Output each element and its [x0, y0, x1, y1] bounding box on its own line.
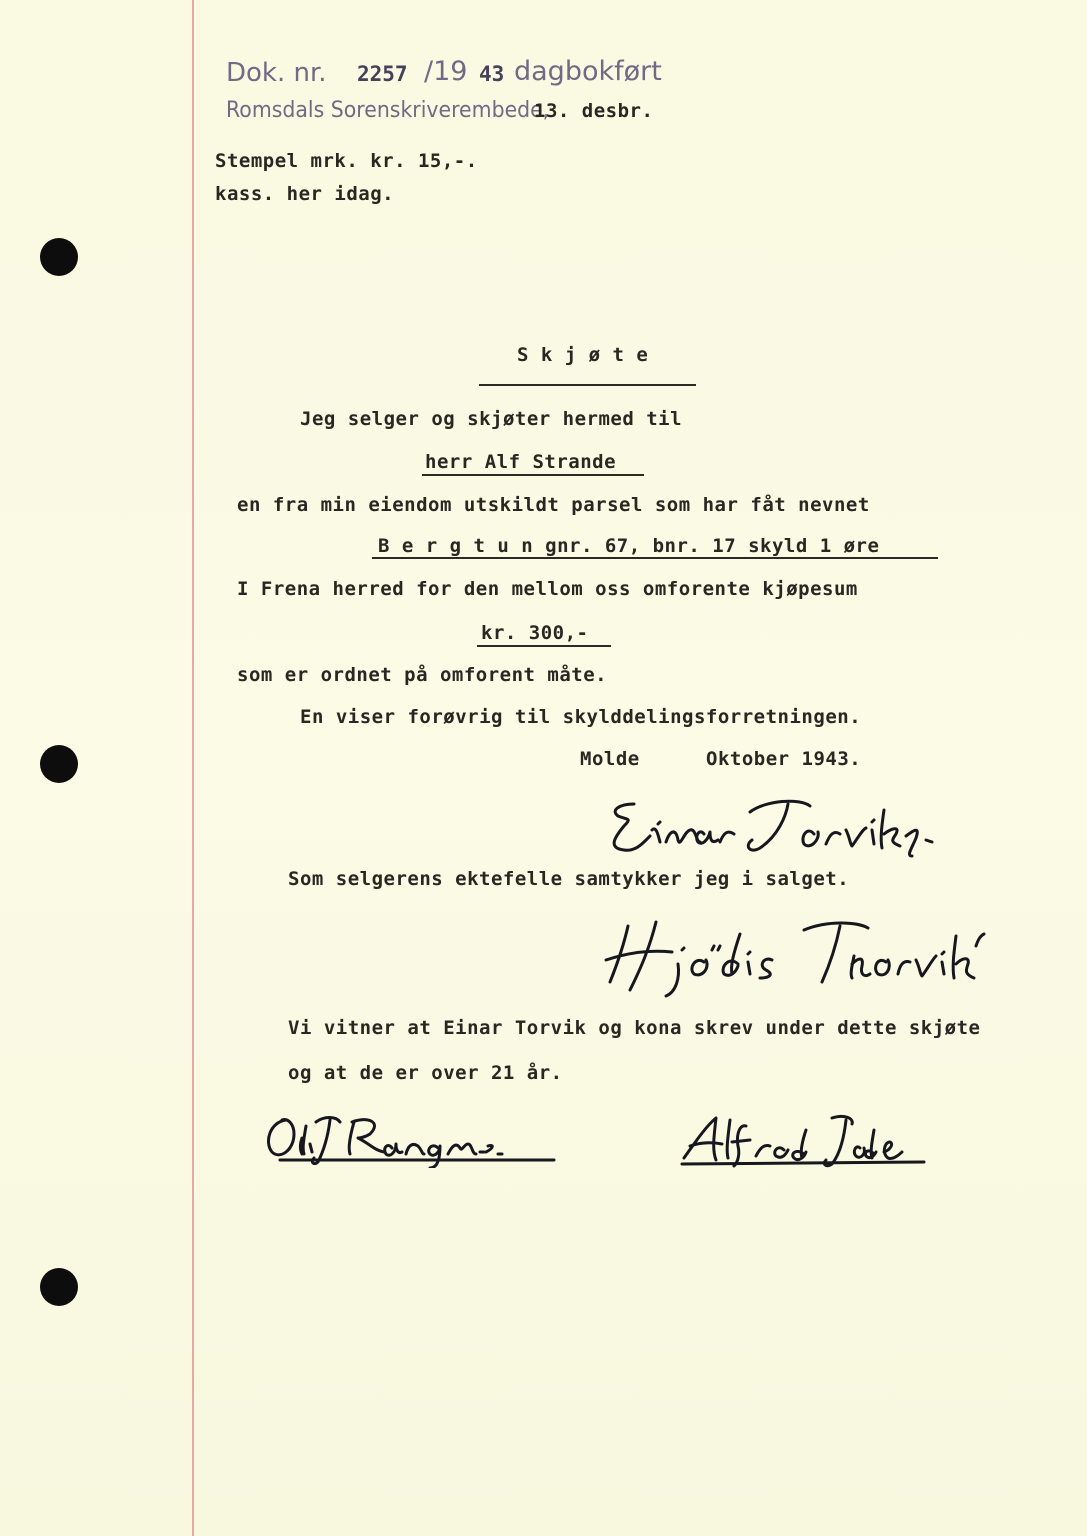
place: Molde — [580, 748, 640, 770]
document-title: S k j ø t e — [517, 344, 649, 366]
property-underline — [372, 557, 938, 559]
witness1-signature — [258, 1108, 568, 1168]
stamp-dagbokfort: dagbokført — [514, 56, 662, 87]
punch-hole-bottom — [40, 1268, 78, 1306]
spouse-signature — [600, 916, 990, 998]
body-line-8: En viser forøvrig til skylddelingsforretningen. — [300, 706, 862, 728]
seller-signature — [600, 790, 960, 860]
stamp-year-prefix: /19 — [424, 56, 468, 87]
body-line-7: som er ordnet på omforent måte. — [237, 664, 608, 686]
amount-underline — [477, 645, 611, 647]
stamp-doc-number: 2257 — [357, 62, 408, 86]
stamp-year-suffix: 43 — [479, 62, 505, 86]
document-date: Oktober 1943. — [706, 748, 862, 770]
title-underline — [479, 384, 696, 386]
body-line-3: en fra min eiendom utskildt parsel som har fåt nevnet — [237, 494, 870, 516]
witness-line-2: og at de er over 21 år. — [288, 1062, 563, 1084]
spouse-consent: Som selgerens ektefelle samtykker jeg i salget. — [288, 868, 850, 890]
stamp-office: Romsdals Sorenskriverembede, — [226, 98, 550, 123]
property-description: B e r g t u n gnr. 67, bnr. 17 skyld 1 øre — [378, 535, 880, 557]
purchase-amount: kr. 300,- — [481, 622, 589, 644]
buyer-underline — [422, 474, 644, 476]
body-line-5: I Frena herred for den mellom oss omforente kjøpesum — [237, 578, 858, 600]
body-line-1: Jeg selger og skjøter hermed til — [300, 408, 683, 430]
fee-note-line2: kass. her idag. — [215, 183, 395, 205]
punch-hole-top — [40, 238, 78, 276]
witness-line-1: Vi vitner at Einar Torvik og kona skrev under dette skjøte — [288, 1017, 981, 1039]
witness2-signature — [676, 1110, 936, 1170]
stamp-dok-label: Dok. nr. — [226, 58, 327, 88]
punch-hole-middle — [40, 745, 78, 783]
buyer-name: herr Alf Strande — [425, 451, 617, 473]
stamp-date: 13. desbr. — [534, 100, 654, 122]
fee-note-line1: Stempel mrk. kr. 15,-. — [215, 150, 478, 172]
margin-rule — [192, 0, 194, 1536]
